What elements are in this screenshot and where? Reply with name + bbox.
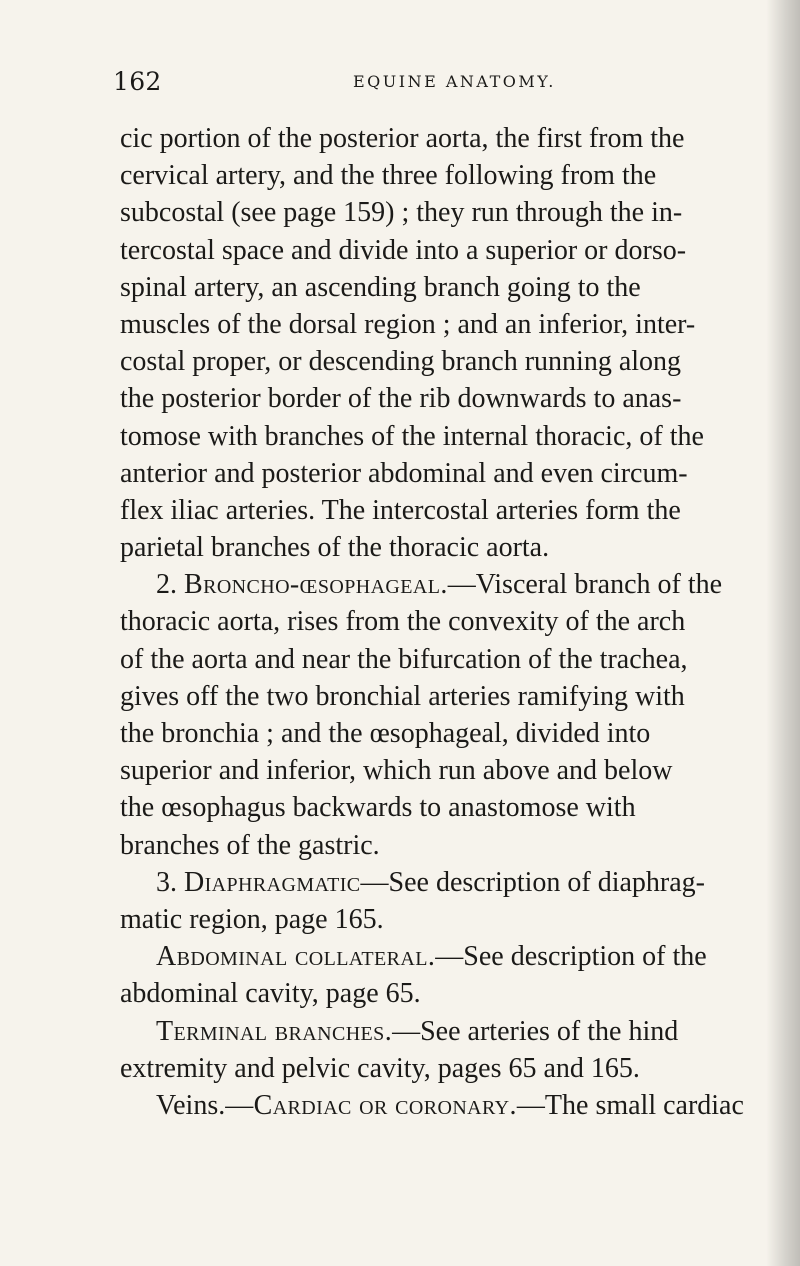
- para-terminal-branches-first-line: [120, 1013, 770, 1050]
- text-line: tomose with branches of the internal thoracic, of the: [120, 420, 704, 452]
- text-line: costal proper, or descending branch running along: [120, 346, 682, 378]
- text-line: gives off the two bronchial arteries ramifying with: [120, 680, 685, 712]
- text-line: matic region, page 165.: [120, 903, 384, 935]
- text-line: muscles of the dorsal region ; and an inferior, inter-: [120, 308, 696, 340]
- para-broncho-oesophageal-first-line: [120, 566, 770, 603]
- text-line: subcostal (see page 159) ; they run through the in-: [120, 197, 683, 229]
- text-line: the posterior border of the rib downwards to anas-: [120, 383, 682, 415]
- para-abdominal-collateral-first-line: [120, 938, 770, 975]
- section-lead: Veins.: [156, 1089, 226, 1121]
- para-heading: Terminal branches.: [156, 1015, 393, 1047]
- page-edge-shadow: [766, 0, 800, 1266]
- para-number: 2.: [156, 569, 184, 601]
- text-line: of the aorta and near the bifurcation of the trachea,: [120, 643, 688, 675]
- text-line: extremity and pelvic cavity, pages 65 and 165.: [120, 1052, 640, 1084]
- body-text: [120, 120, 770, 1240]
- para-text: —The small cardiac: [516, 1089, 744, 1121]
- text-line: tercostal space and divide into a superior or dorso-: [120, 234, 687, 266]
- text-line: branches of the gastric.: [120, 829, 380, 861]
- text-line: the œsophagus backwards to anastomose with: [120, 792, 636, 824]
- text-line: cervical artery, and the three following from the: [120, 160, 657, 192]
- text-line: spinal artery, an ascending branch going to the: [120, 271, 641, 303]
- text-line: abdominal cavity, page 65.: [120, 978, 421, 1010]
- para-heading: Abdominal collateral.: [156, 941, 436, 973]
- para-text: —See description of the: [435, 941, 707, 973]
- para-diaphragmatic-first-line: [120, 864, 770, 901]
- para-heading: —Cardiac or coronary.: [225, 1089, 517, 1121]
- text-line: anterior and posterior abdominal and even circum-: [120, 457, 688, 489]
- text-line: parietal branches of the thoracic aorta.: [120, 532, 550, 564]
- text-line: flex iliac arteries. The intercostal arteries form the: [120, 494, 681, 526]
- text-line: the bronchia ; and the œsophageal, divided into: [120, 718, 651, 749]
- para-text: —See description of diaphrag-: [360, 866, 705, 898]
- para-veins-first-line: [120, 1087, 770, 1124]
- para-text: —See arteries of the hind: [392, 1015, 679, 1047]
- running-head: [113, 64, 633, 100]
- text-line: thoracic aorta, rises from the convexity of the arch: [120, 606, 686, 638]
- page-number: 162: [113, 67, 162, 96]
- text-line: superior and inferior, which run above and below: [120, 755, 673, 787]
- para-number: 3.: [156, 866, 184, 898]
- para-text: —Visceral branch of the: [447, 569, 723, 601]
- running-head-title: EQUINE ANATOMY.: [353, 72, 556, 91]
- text-line: cic portion of the posterior aorta, the first from the: [120, 123, 685, 154]
- para-heading: Diaphragmatic: [184, 866, 361, 898]
- para-heading: Broncho-œsophageal.: [184, 569, 448, 601]
